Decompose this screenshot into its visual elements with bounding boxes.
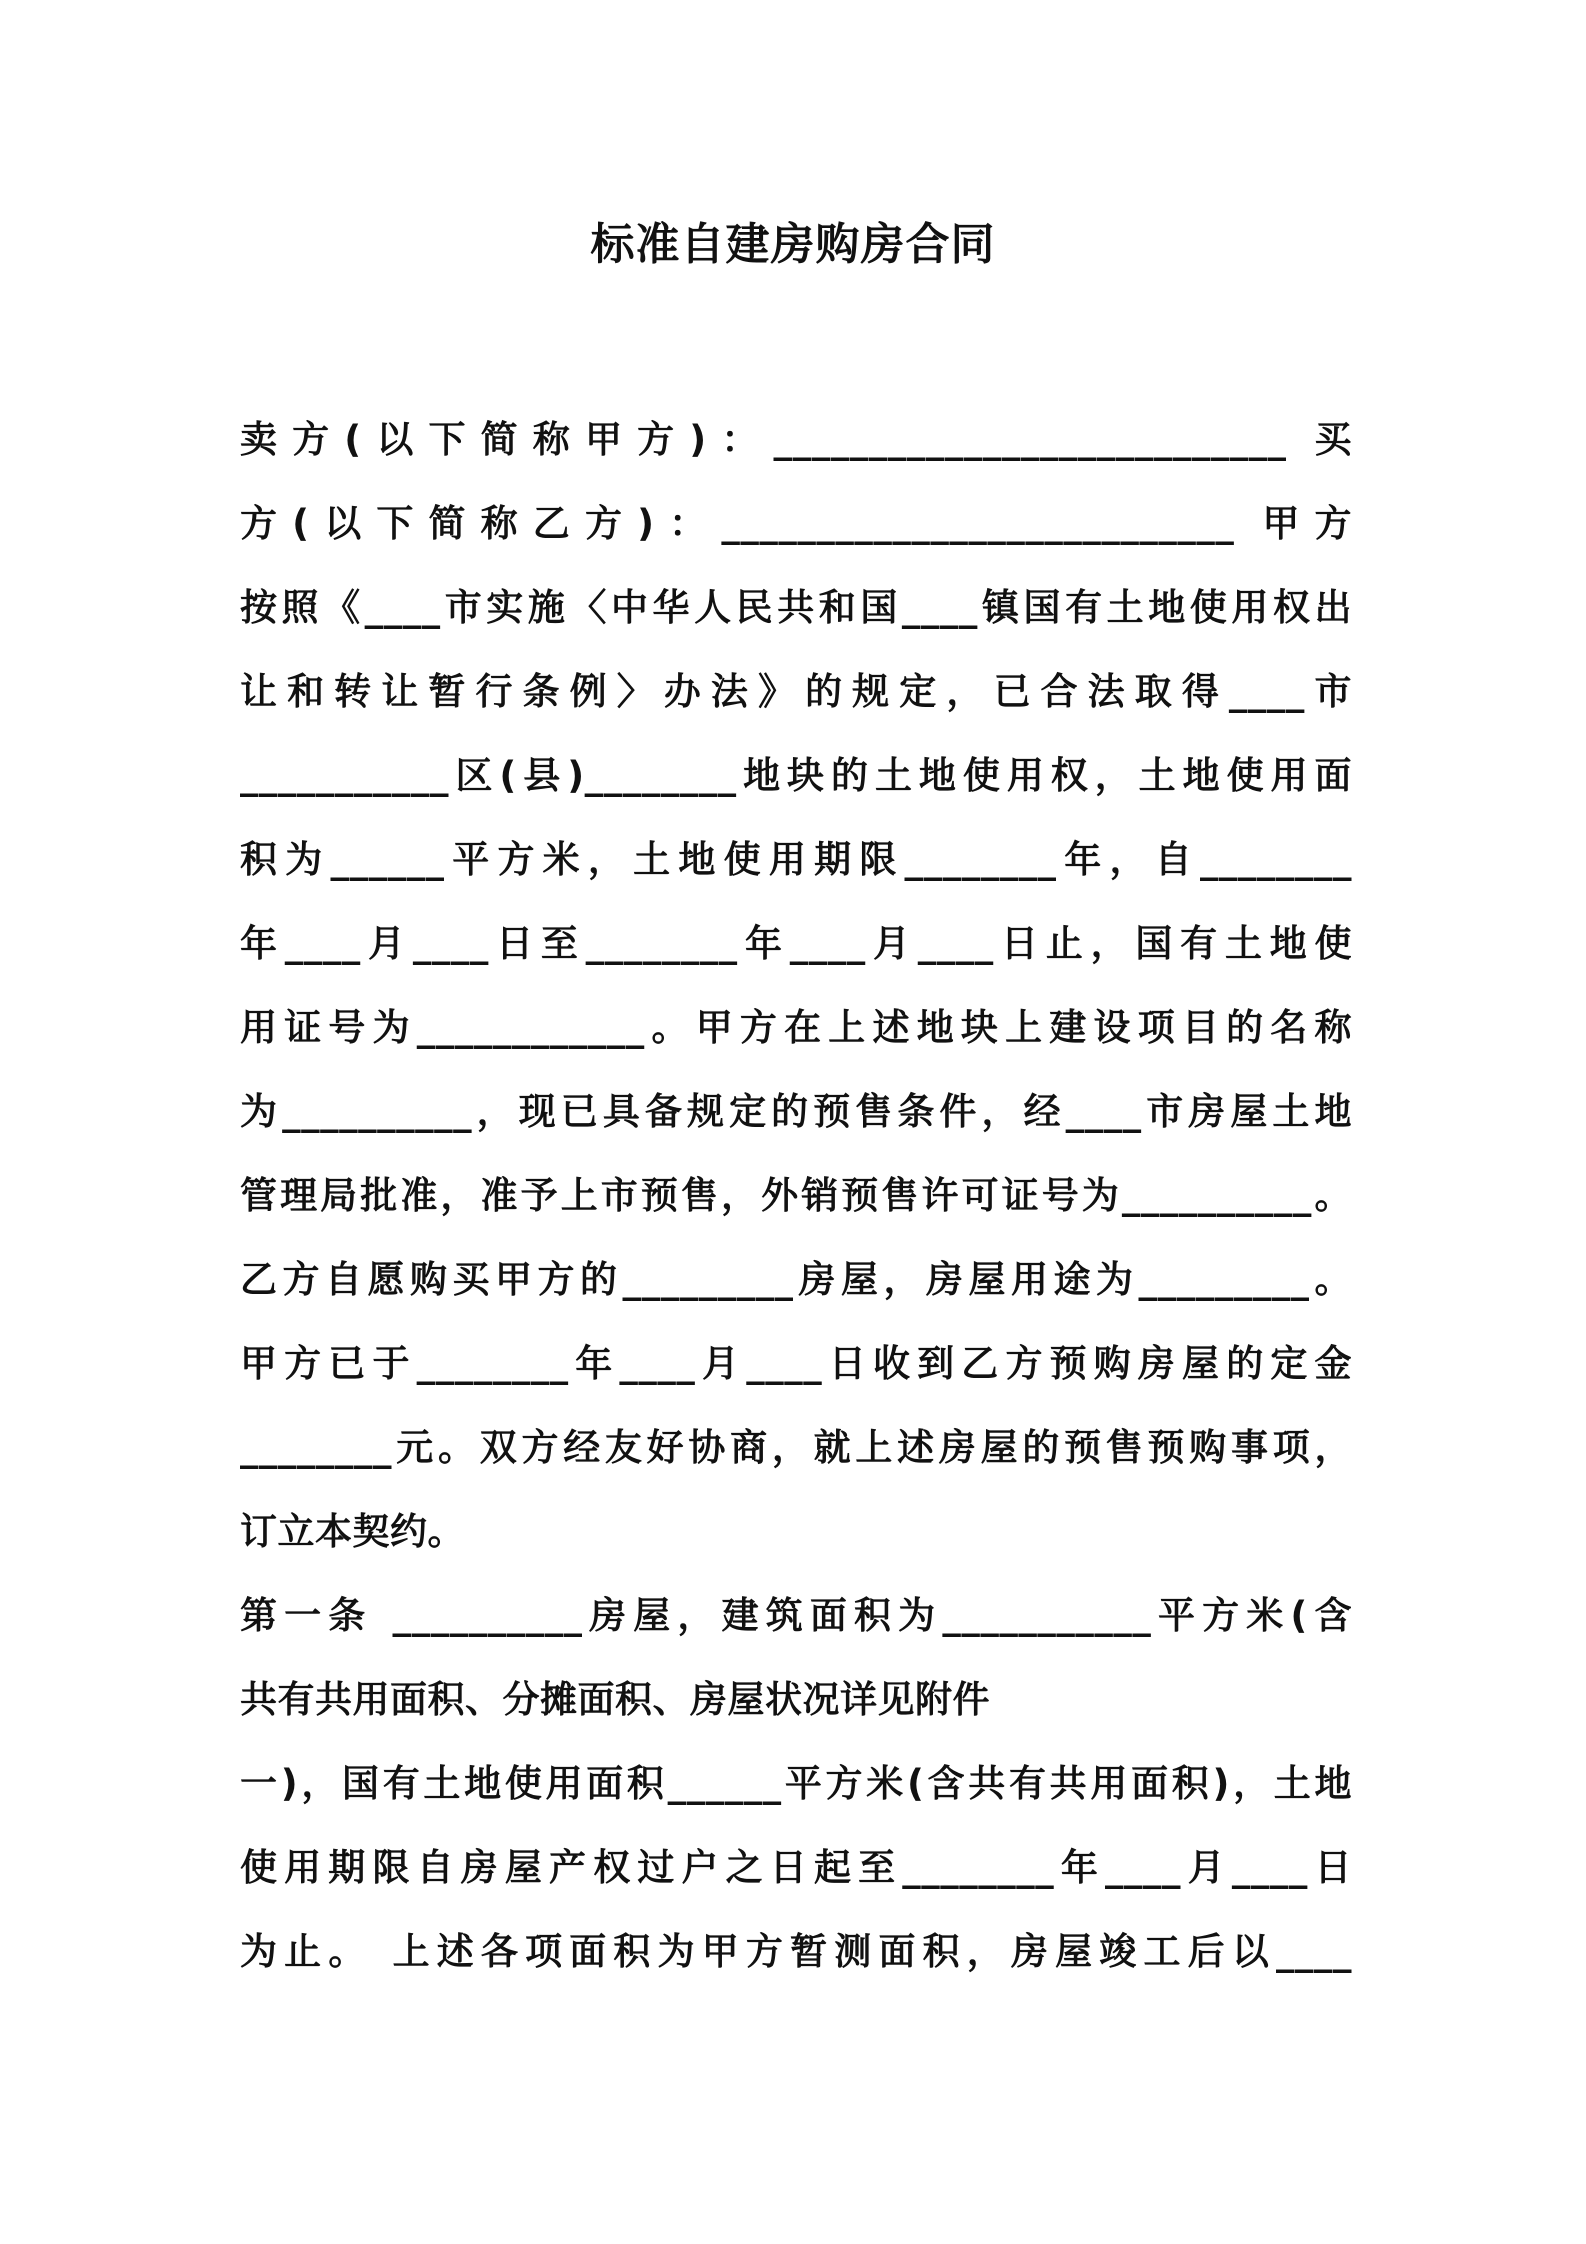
- article-one-line-3: 一)，国有土地使用面积______平方米(含共有共用面积)，土地: [240, 1762, 1352, 1805]
- body-line-land-period: 年____月____日至________年____月____日止，国有土地使: [240, 922, 1352, 965]
- article-one-line-2: 共有共用面积、分摊面积、房屋状况详见附件: [240, 1678, 990, 1721]
- body-line-project-name: 为__________，现已具备规定的预售条件，经____市房屋土地: [240, 1090, 1352, 1133]
- body-line-deposit-amount: ________元。双方经友好协商，就上述房屋的预售预购事项，: [240, 1426, 1352, 1469]
- body-line-purchase-use: 乙方自愿购买甲方的_________房屋，房屋用途为_________。: [240, 1258, 1352, 1301]
- document-title: 标准自建房购房合同: [590, 219, 996, 270]
- body-line-buyer-partya: 方(以下简称乙方)：___________________________ 甲方: [240, 502, 1352, 545]
- body-line-seller-buyer: 卖方(以下简称甲方)：___________________________ 买: [240, 418, 1352, 461]
- body-line-presale-permit: 管理局批准，准予上市预售，外销预售许可证号为__________。: [240, 1174, 1352, 1217]
- body-line-certificate: 用证号为____________。甲方在上述地块上建设项目的名称: [240, 1006, 1352, 1049]
- article-one-line-4: 使用期限自房屋产权过户之日起至________年____月____日: [240, 1846, 1352, 1889]
- contract-body: [240, 398, 1352, 1994]
- body-line-deposit-date: 甲方已于________年____月____日收到乙方预购房屋的定金: [240, 1342, 1352, 1385]
- body-line-regulation: 让和转让暂行条例〉办法》的规定，已合法取得____市: [240, 670, 1352, 713]
- body-line-agreement: 订立本契约。: [240, 1510, 465, 1553]
- body-line-land-area: 积为______平方米，土地使用期限________年，自________: [240, 838, 1352, 881]
- article-one-line-5: 为止。 上述各项面积为甲方暂测面积，房屋竣工后以____: [240, 1930, 1352, 1973]
- body-line-district-plot: ___________区(县)________地块的土地使用权，土地使用面: [240, 754, 1352, 797]
- article-one-line-1: 第一条 __________房屋，建筑面积为___________平方米(含: [240, 1594, 1352, 1637]
- body-line-law-reference: 按照《____市实施〈中华人民共和国____镇国有土地使用权出: [240, 586, 1352, 629]
